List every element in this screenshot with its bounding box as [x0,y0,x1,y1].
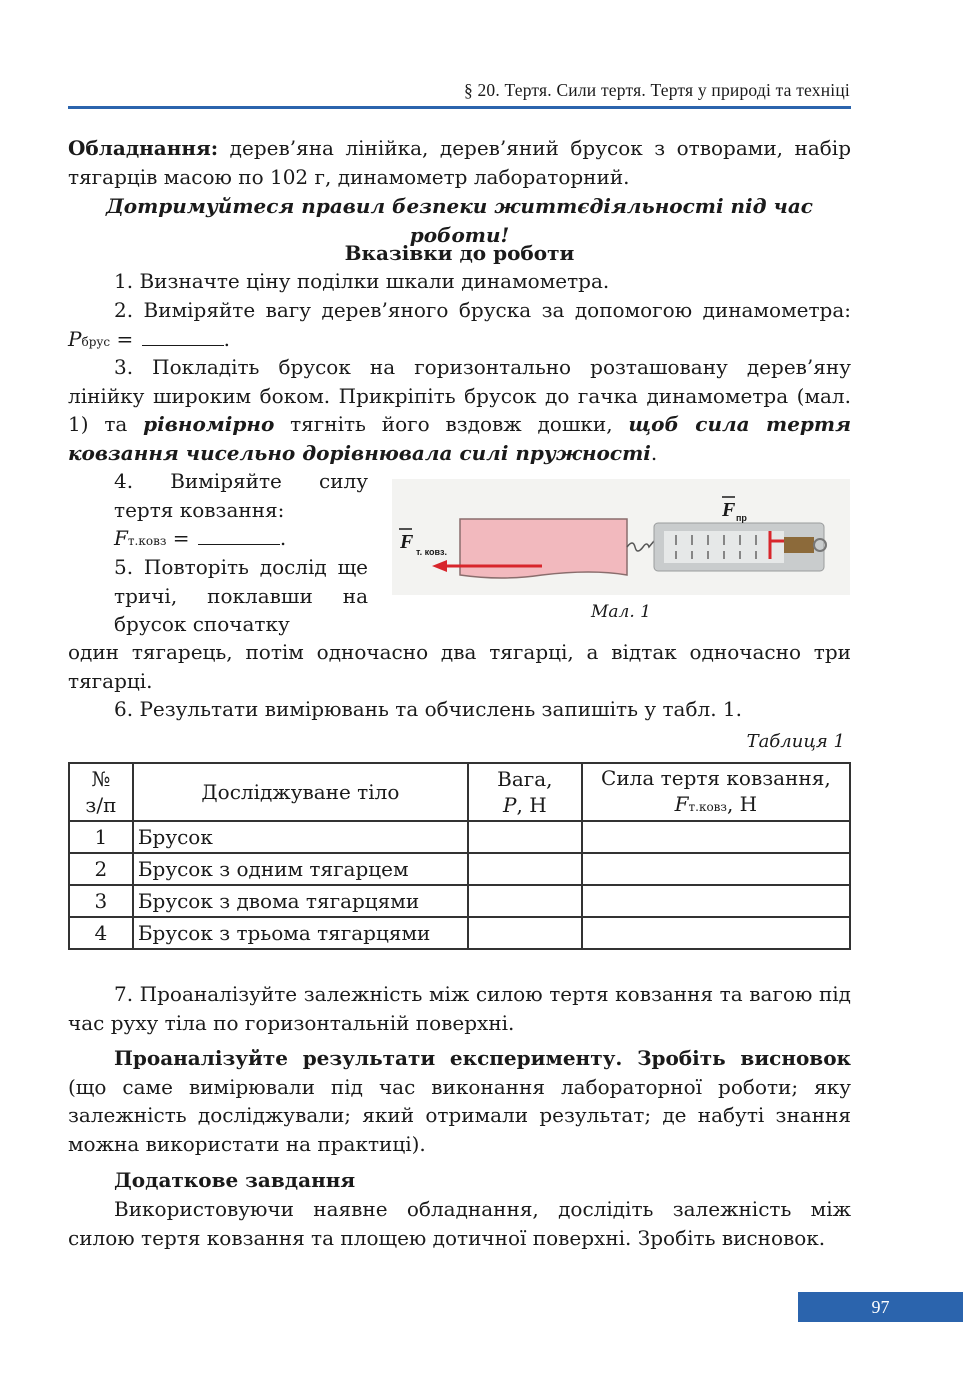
row-friction[interactable] [582,821,850,853]
step-3-b: рівномірно [143,412,275,437]
step-6: 6. Результати вимірювань та обчислень запишіть у табл. 1. [114,697,743,721]
step-7: 7. Проаналізуйте залежність між силою тертя ковзання та вагою під час руху тіла по горизонтальній поверхні. [68,982,851,1035]
row-weight[interactable] [468,853,582,885]
step-2-eq: = [110,326,140,351]
section-header: § 20. Тертя. Сили тертя. Тертя у природі та техніці [463,80,850,100]
extra-text: Використовуючи наявне обладнання, дослідіть залежність між силою тертя ковзання та площею дотичної поверхні. Зробіть висновок. [68,1197,851,1250]
step-4-eq: = [166,526,196,551]
step-2: 2. Виміряйте вагу дерев’яного бруска за допомогою динамометра: Pбрус = . [68,298,851,351]
label-f-left-sub: т. ковз. [416,547,448,557]
row-body: Брусок з одним тягарцем [133,853,468,885]
header-body: Досліджуване тіло [133,763,468,821]
analysis-text: (що саме вимірювали під час виконання лабораторної роботи; яку залежність досліджували; який отримали результат; де набуті знання можна використати на практиці). [68,1074,851,1156]
row-body: Брусок з двома тягарцями [133,885,468,917]
row-num: 1 [69,821,133,853]
step-2-text: 2. Виміряйте вагу дерев’яного бруска за допомогою динамометра: [114,298,851,322]
answer-blank [142,327,224,346]
row-weight[interactable] [468,885,582,917]
row-body: Брусок [133,821,468,853]
step-5-b: один тягарець, потім одночасно два тягарці, а відтак одночасно три тягарці. [68,640,851,693]
table-header-row [69,763,850,821]
label-f-right-sub: пр [736,513,747,523]
row-friction[interactable] [582,917,850,949]
equipment-label: Обладнання: [68,136,219,160]
header-rule [68,106,851,109]
page-number: 97 [798,1292,963,1322]
step-4: 4. Виміряйте силу тертя ковзання: Fт.ковз = . [114,469,368,551]
step-3-e: . [650,440,658,465]
label-f-left: F [400,531,414,553]
analysis-bold: Проаналізуйте результати експерименту. Зробіть висновок [114,1046,851,1070]
figure-illustration [392,479,850,595]
row-num: 2 [69,853,133,885]
row-num: 4 [69,917,133,949]
step-3 [68,353,851,467]
row-num: 3 [69,885,133,917]
extra-heading: Додаткове завдання [114,1168,356,1192]
answer-blank [198,526,280,545]
wooden-block [460,519,627,578]
header-num: № з/п [69,763,133,821]
row-friction[interactable] [582,853,850,885]
row-weight[interactable] [468,917,582,949]
table-row [69,885,850,917]
step-3-a: 3. Покладіть брусок на горизонтально розташовану дерев’яну лінійку широким боком. Прикріпіть брусок до гачка динамометра (мал. 1) та [68,355,851,437]
step-4-text: 4. Виміряйте силу тертя ковзання: [114,469,368,522]
header-friction: Сила тертя ковзання, Fт.ковз, Н [582,763,850,821]
weight-symbol: P [68,326,82,351]
table-row [69,853,850,885]
equipment-paragraph [68,134,851,191]
step-1: 1. Визначте ціну поділки шкали динамометра. [114,269,610,293]
results-table [68,762,851,950]
figure-dynamometer [392,479,850,595]
friction-subscript: т.ковз [127,534,167,549]
row-friction[interactable] [582,885,850,917]
step-3-c: тягніть його вздовж дошки, [274,412,629,437]
analysis-paragraph [68,1044,851,1158]
table-row [69,917,850,949]
step-5-a: 5. Повторіть дослід ще тричі, поклавши на брусок спочатку [114,555,368,637]
safety-note: Дотримуйтеся правил безпеки життєдіяльності під час роботи! [106,194,813,247]
row-body: Брусок з трьома тягарцями [133,917,468,949]
weight-subscript: брус [81,334,111,349]
table-row [69,821,850,853]
figure-caption: Мал. 1 [591,602,651,622]
equipment-text: дерев’яна лінійка, дерев’яний брусок з отворами, набір тягарців масою по 102 г, динамометр лабораторний. [68,136,851,189]
table-caption: Таблиця 1 [746,731,845,752]
step-3-d: щоб сила тертя ковзання чисельно дорівнювала силі пружності [68,412,851,465]
friction-symbol: F [114,526,128,551]
instructions-heading: Вказівки до роботи [344,241,575,265]
dynamometer-handle [784,537,814,553]
row-weight[interactable] [468,821,582,853]
header-weight: Вага, P, Н [468,763,582,821]
label-f-right: F [722,499,736,521]
